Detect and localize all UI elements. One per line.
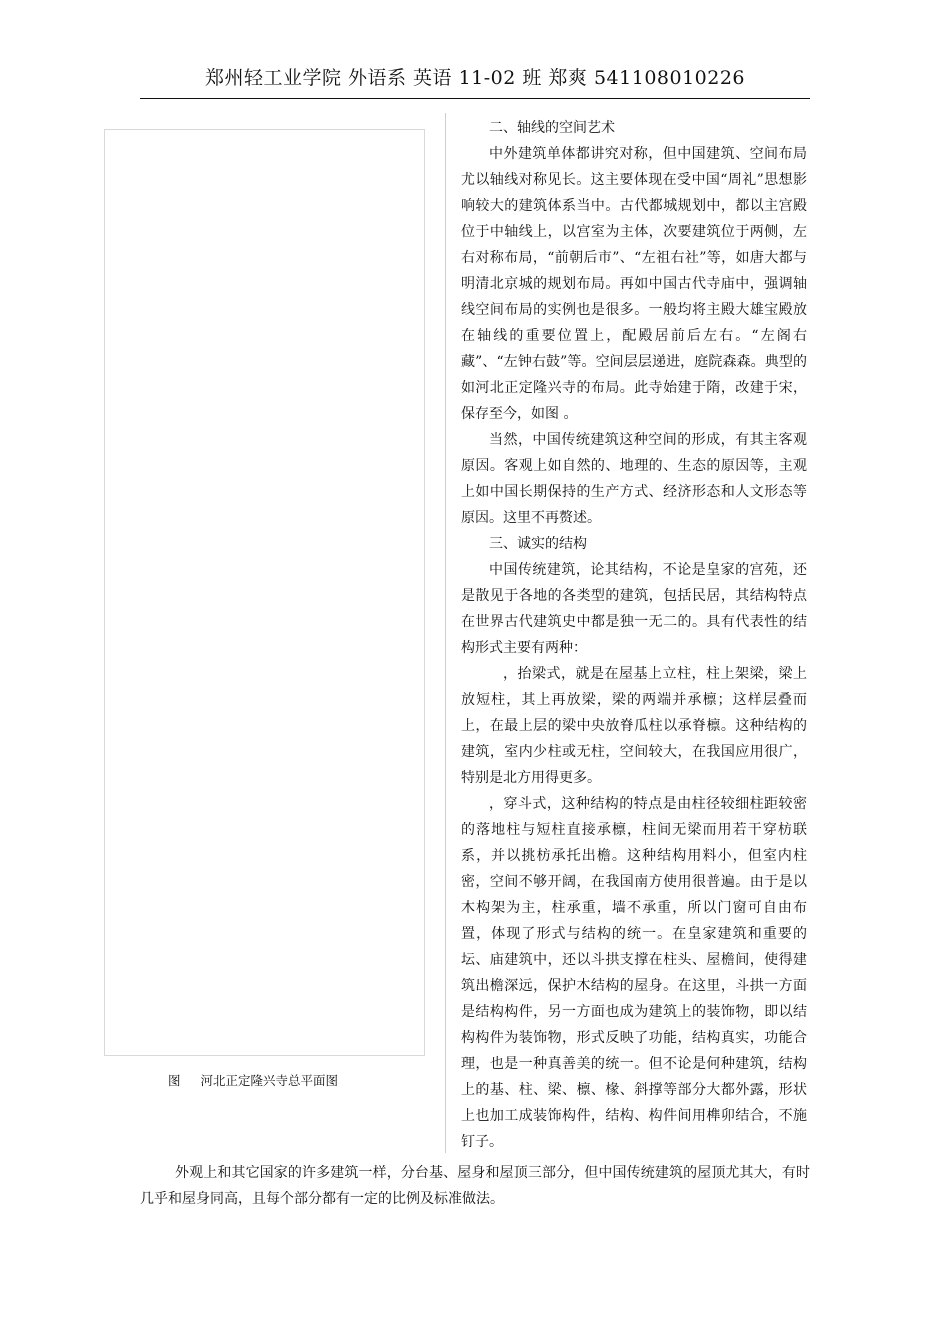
figure-caption-label: 图 <box>168 1073 181 1088</box>
figure-caption-text: 河北正定隆兴寺总平面图 <box>200 1073 339 1088</box>
page-header: 郑州轻工业学院 外语系 英语 11-02 班 郑爽 541108010226 <box>204 67 746 89</box>
paragraph-structure-3: ，穿斗式，这种结构的特点是由柱径较细柱距较密的落地柱与短柱直接承檩，柱间无梁而用若干穿枋联系，并以挑枋承托出檐。这种结构用料小，但室内柱密，空间不够开阔，在我国南方使用很普遍。由于是以木构架为主，柱承重，墙不承重，所以门窗可自由布置，体现了形式与结构的统一。在皇家建筑和重要的坛、庙建筑中，还以斗拱支撑在柱头、屋檐间，使得建筑出檐深远，保护木结构的屋身。在这里，斗拱一方面是结构构件，另一方面也成为建筑上的装饰物，即以结构构件为装饰物，形式反映了功能，结构真实，功能合理，也是一种真善美的统一。但不论是何种建筑，结构上的基、柱、梁、檩、椽、斜撑等部分大都外露，形状上也加工成装饰构件，结构、构件间用榫卯结合，不施钉子。 <box>461 796 807 1150</box>
paragraph-structure-2: ，抬梁式，就是在屋基上立柱，柱上架梁，梁上放短柱，其上再放梁，梁的两端并承檩；这样层叠而上，在最上层的梁中央放脊瓜柱以承脊檩。这种结构的建筑，室内少柱或无柱，空间较大，在我国应用很广，特别是北方用得更多。 <box>461 666 807 786</box>
paragraph-axis-2: 当然，中国传统建筑这种空间的形成，有其主客观原因。客观上如自然的、地理的、生态的原因等，主观上如中国长期保持的生产方式、经济形态和人文形态等原因。这里不再赘述。 <box>461 432 807 526</box>
right-column-text <box>461 115 807 1155</box>
figure-image-placeholder <box>104 129 425 1056</box>
paragraph-structure-1: 中国传统建筑，论其结构，不论是皇家的宫苑，还是散见于各地的各类型的建筑，包括民居，其结构特点在世界古代建筑史中都是独一无二的。具有代表性的结构形式主要有两种： <box>461 562 807 656</box>
paragraph-bottom: 外观上和其它国家的许多建筑一样，分台基、屋身和屋顶三部分，但中国传统建筑的屋顶尤其大，有时几乎和屋身同高，且每个部分都有一定的比例及标准做法。 <box>140 1165 810 1207</box>
header-rule <box>140 98 810 99</box>
column-divider <box>445 113 446 1153</box>
paragraph-axis-1: 中外建筑单体都讲究对称，但中国建筑、空间布局尤以轴线对称见长。这主要体现在受中国“周礼”思想影响较大的建筑体系当中。古代都城规划中，都以主宫殿位于中轴线上，以宫室为主体，次要建筑位于两侧，左右对称布局，“前朝后市”、“左祖右社”等，如唐大都与明清北京城的规划布局。再如中国古代寺庙中，强调轴线空间布局的实例也是很多。一般均将主殿大雄宝殿放在轴线的重要位置上，配殿居前后左右。“左阁右藏”、“左钟右鼓”等。空间层层递进，庭院森森。典型的如河北正定隆兴寺的布局。此寺始建于隋，改建于宋，保存至今，如图 。 <box>461 146 807 422</box>
figure-caption <box>104 1072 425 1090</box>
section-heading-axis: 二、轴线的空间艺术 <box>489 120 615 136</box>
section-heading-structure: 三、诚实的结构 <box>489 536 587 552</box>
